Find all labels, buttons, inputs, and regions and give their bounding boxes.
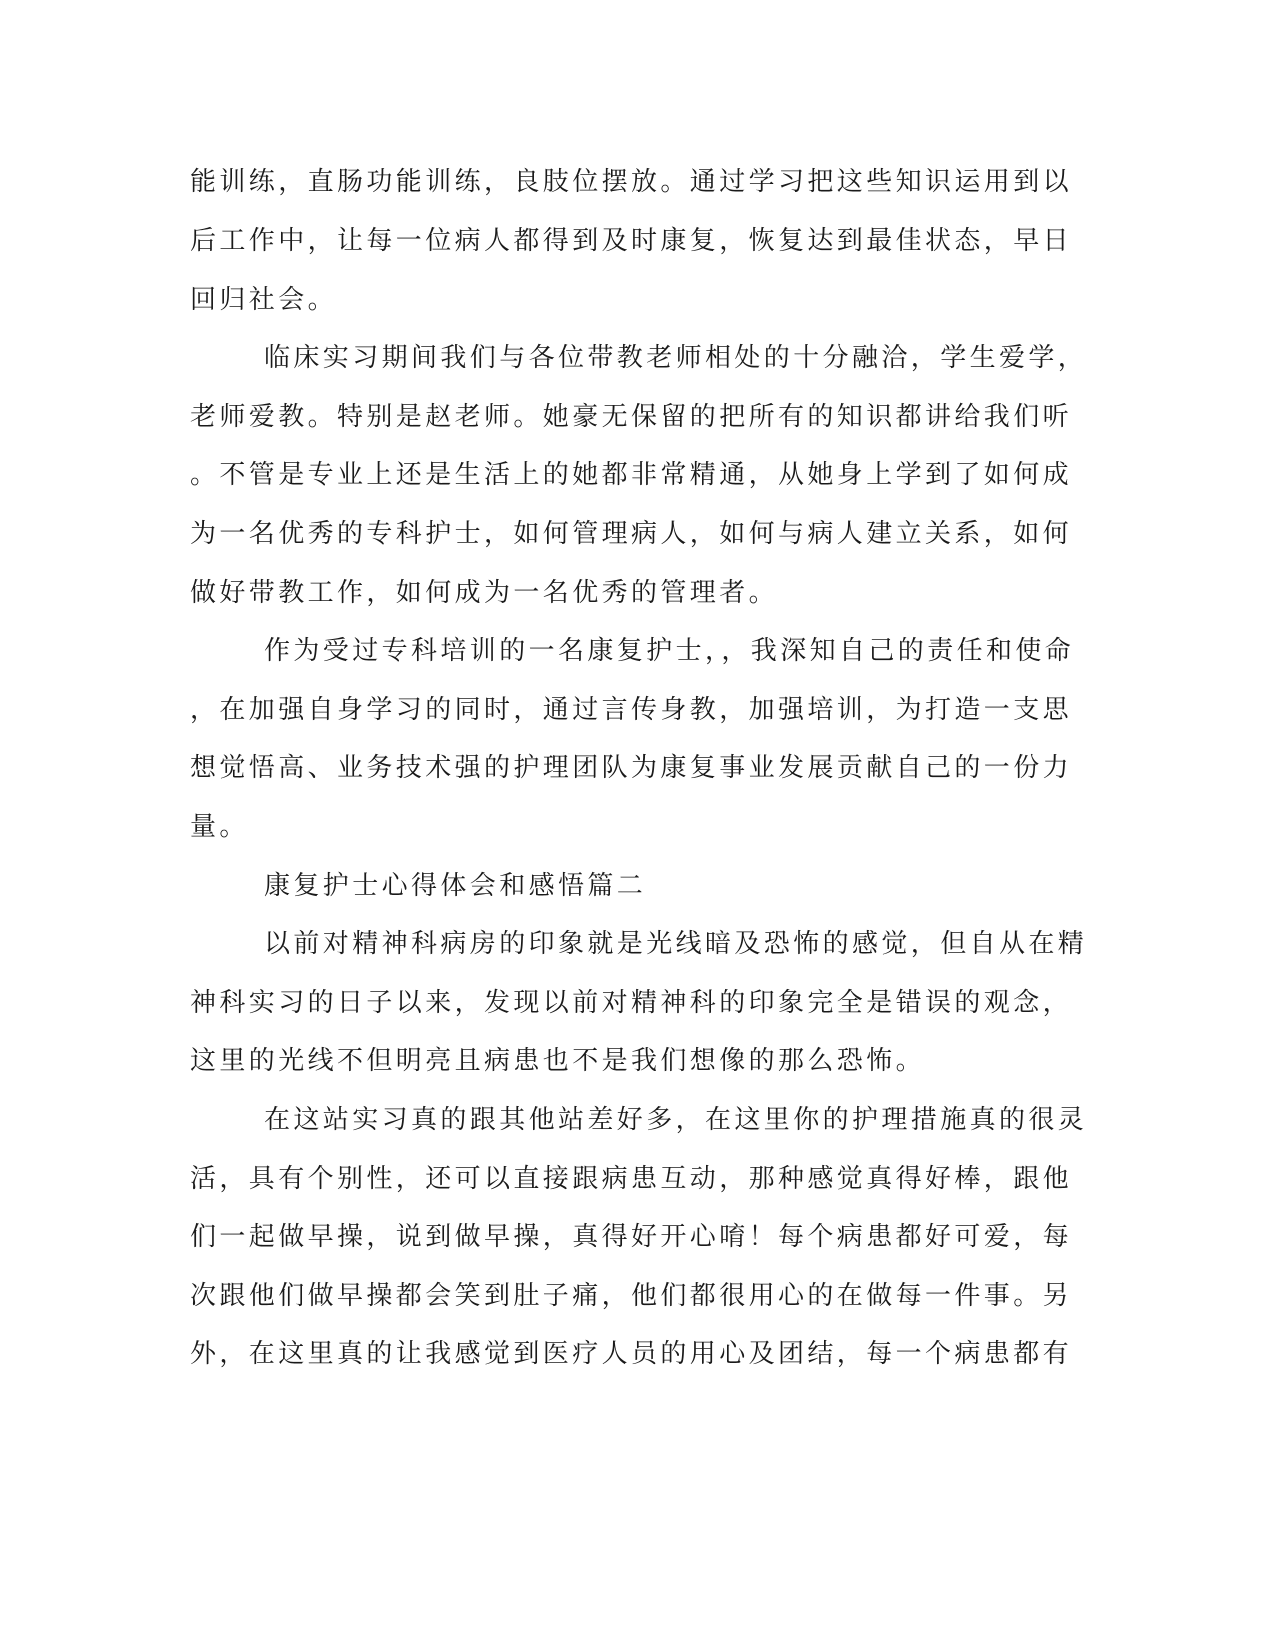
text-line: 活，具有个别性，还可以直接跟病患互动，那种感觉真得好棒，跟他 bbox=[190, 1164, 1073, 1194]
text-line: 回归社会。 bbox=[190, 285, 338, 315]
text-line: 能训练，直肠功能训练，良肢位摆放。通过学习把这些知识运用到以 bbox=[190, 167, 1073, 197]
text-line: 神科实习的日子以来，发现以前对精神科的印象完全是错误的观念， bbox=[190, 988, 1073, 1018]
paragraph-first-line: 以前对精神科病房的印象就是光线暗及恐怖的感觉，但自从在精 bbox=[264, 929, 1088, 959]
paragraph-first-line: 作为受过专科培训的一名康复护士，，我深知自己的责任和使命 bbox=[264, 636, 1075, 666]
text-line: 为一名优秀的专科护士，如何管理病人，如何与病人建立关系，如何 bbox=[190, 519, 1073, 549]
text-line: 次跟他们做早操都会笑到肚子痛，他们都很用心的在做每一件事。另 bbox=[190, 1281, 1073, 1311]
text-line: ，在加强自身学习的同时，通过言传身教，加强培训，为打造一支思 bbox=[190, 695, 1073, 725]
text-line: 们一起做早操，说到做早操，真得好开心唷！每个病患都好可爱，每 bbox=[190, 1222, 1073, 1252]
paragraph-first-line: 在这站实习真的跟其他站差好多，在这里你的护理措施真的很灵 bbox=[264, 1105, 1088, 1135]
text-line: 后工作中，让每一位病人都得到及时康复，恢复达到最佳状态，早日 bbox=[190, 226, 1073, 256]
text-line: 做好带教工作，如何成为一名优秀的管理者。 bbox=[190, 578, 779, 608]
text-line: 老师爱教。特别是赵老师。她豪无保留的把所有的知识都讲给我们听 bbox=[190, 402, 1073, 432]
section-heading: 康复护士心得体会和感悟篇二 bbox=[264, 871, 647, 901]
paragraph-first-line: 临床实习期间我们与各位带教老师相处的十分融洽，学生爱学， bbox=[264, 343, 1088, 373]
text-line: 外，在这里真的让我感觉到医疗人员的用心及团结，每一个病患都有 bbox=[190, 1339, 1073, 1369]
text-line: 。不管是专业上还是生活上的她都非常精通，从她身上学到了如何成 bbox=[190, 460, 1073, 490]
text-line: 量。 bbox=[190, 812, 249, 842]
text-line: 想觉悟高、业务技术强的护理团队为康复事业发展贡献自己的一份力 bbox=[190, 753, 1073, 783]
text-line: 这里的光线不但明亮且病患也不是我们想像的那么恐怖。 bbox=[190, 1046, 926, 1076]
